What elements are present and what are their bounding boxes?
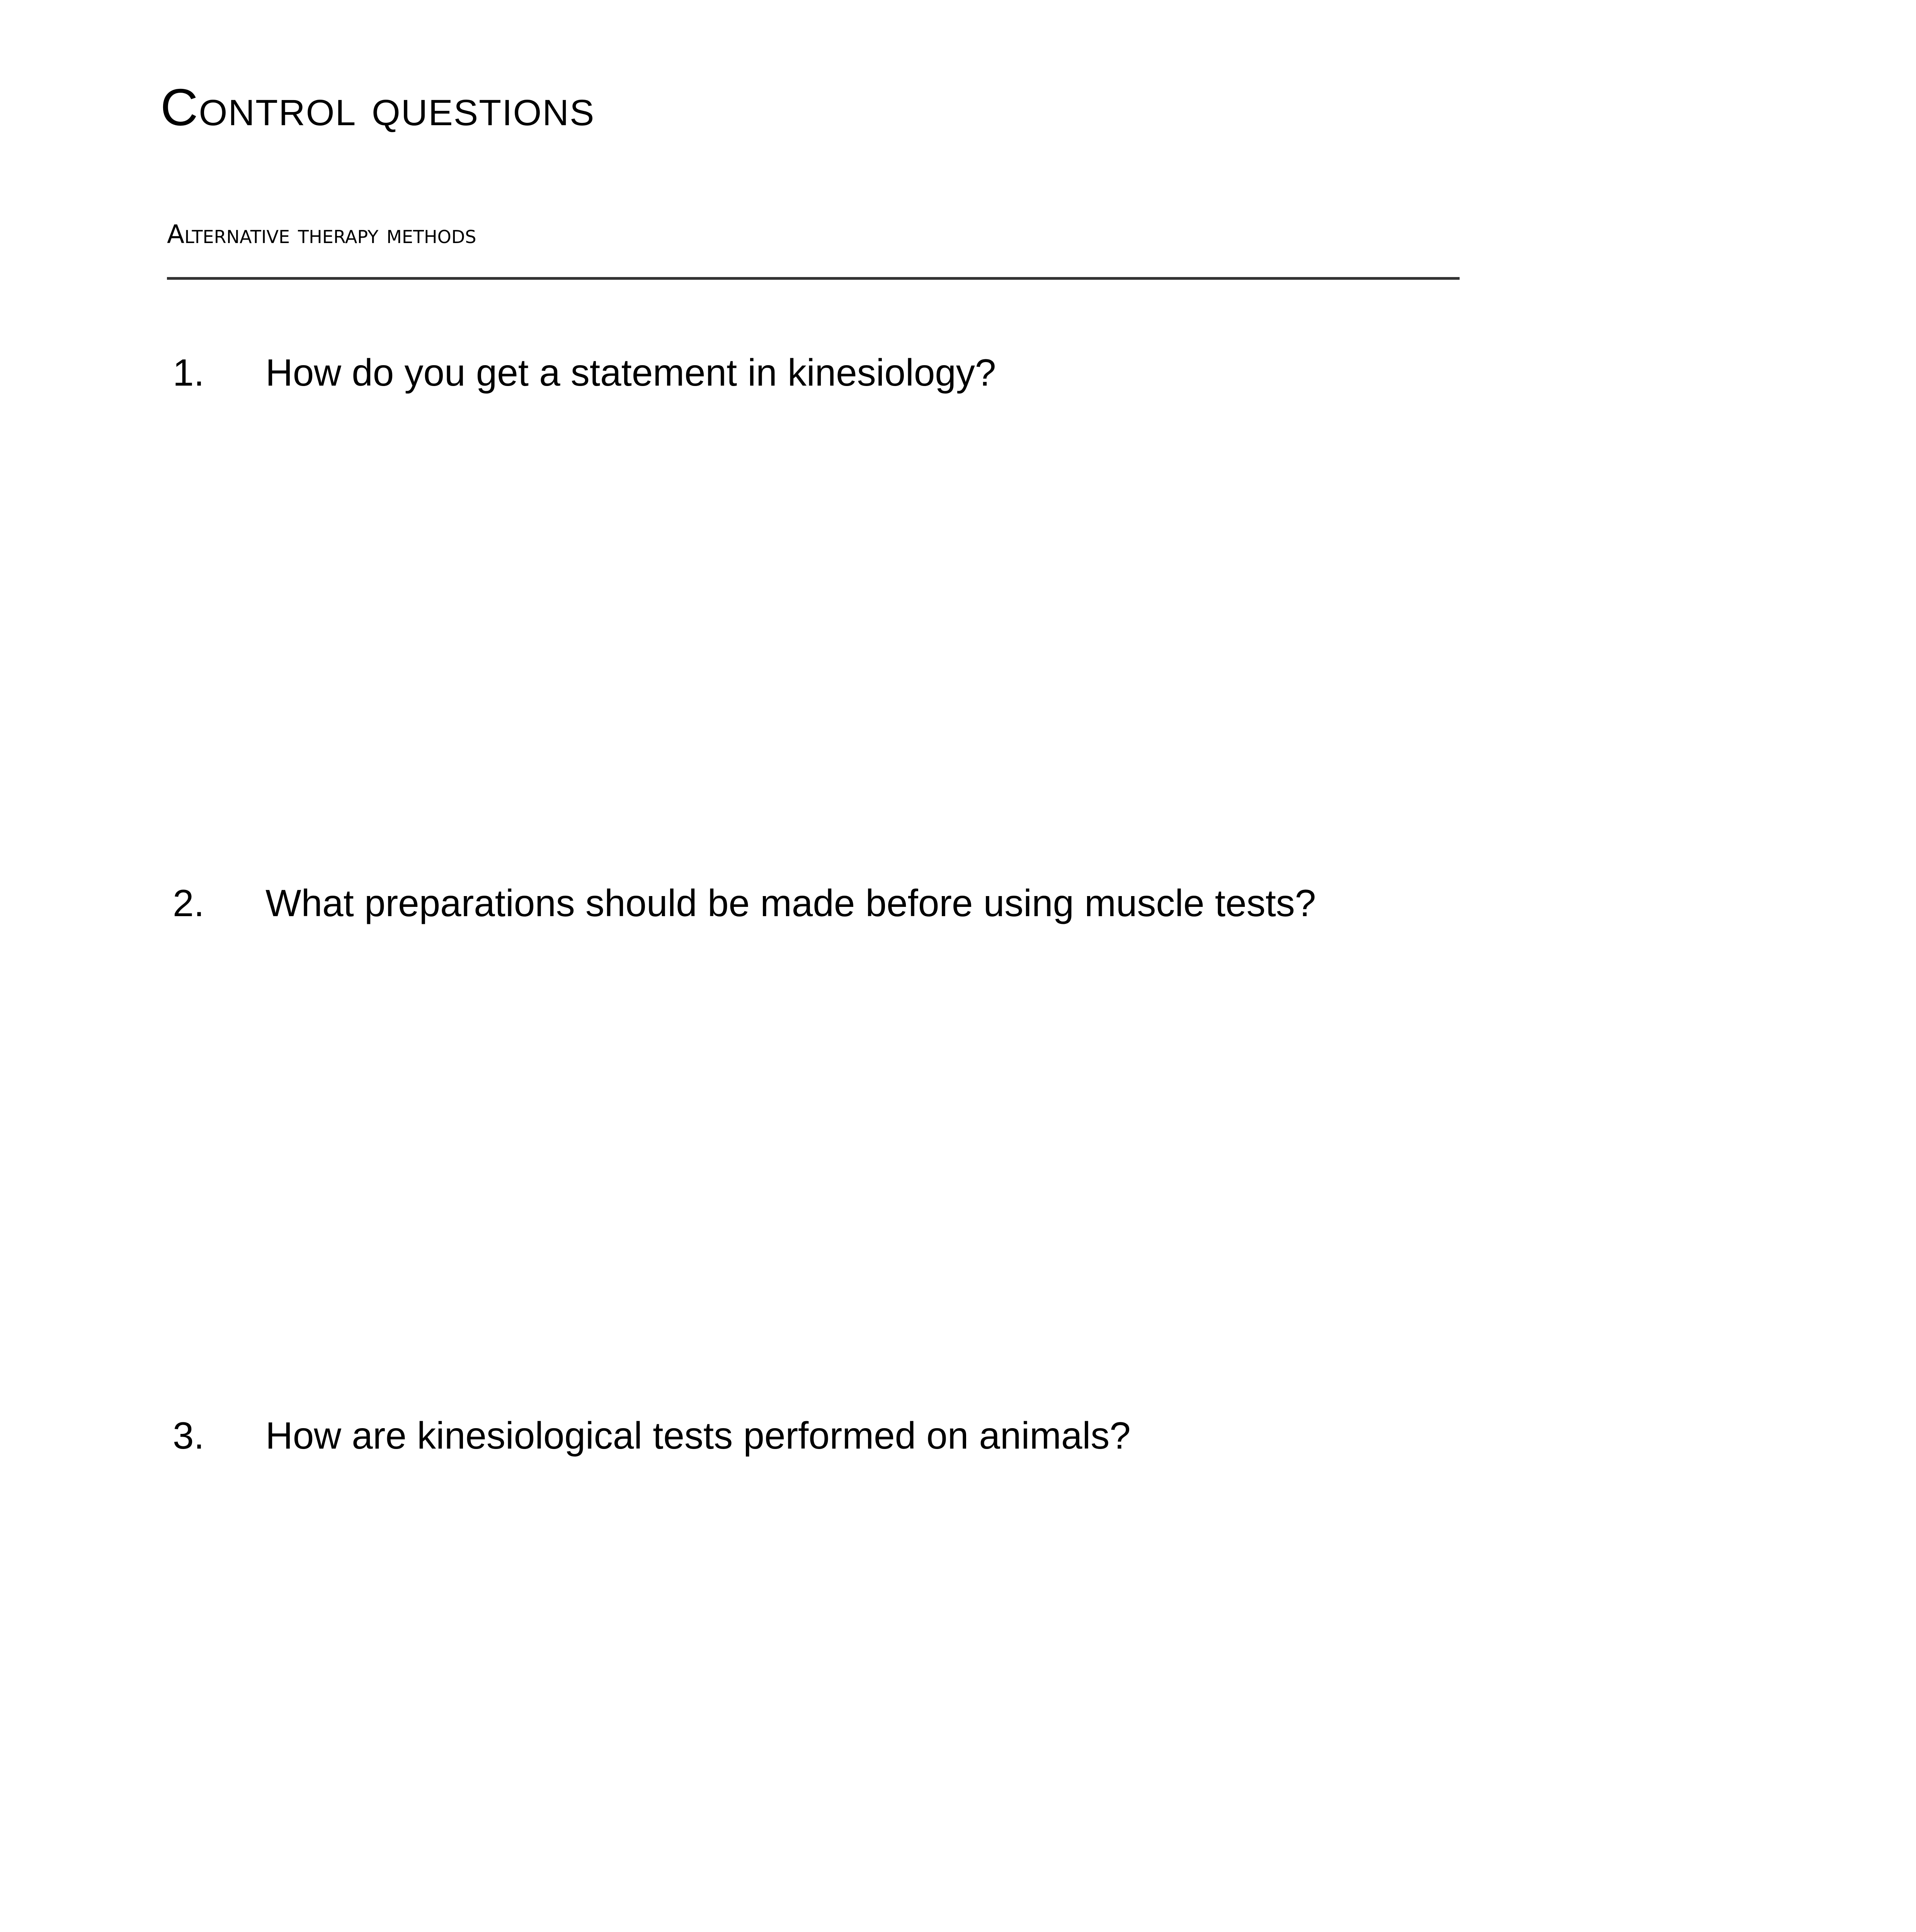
question-text: How do you get a statement in kinesiology? — [265, 351, 996, 394]
page-title: Control questions — [160, 78, 595, 136]
question-item — [173, 351, 996, 394]
question-number: 2. — [173, 882, 204, 924]
section-label: Alternative therapy methods — [167, 219, 476, 249]
question-number: 1. — [173, 351, 204, 394]
question-item — [173, 884, 1316, 922]
question-text: How are kinesiological tests performed on animals? — [265, 1414, 1131, 1457]
question-number: 3. — [173, 1414, 204, 1457]
question-item — [173, 1414, 1131, 1457]
section-header — [167, 219, 1460, 280]
question-text: What preparations should be made before using muscle tests? — [265, 882, 1316, 924]
